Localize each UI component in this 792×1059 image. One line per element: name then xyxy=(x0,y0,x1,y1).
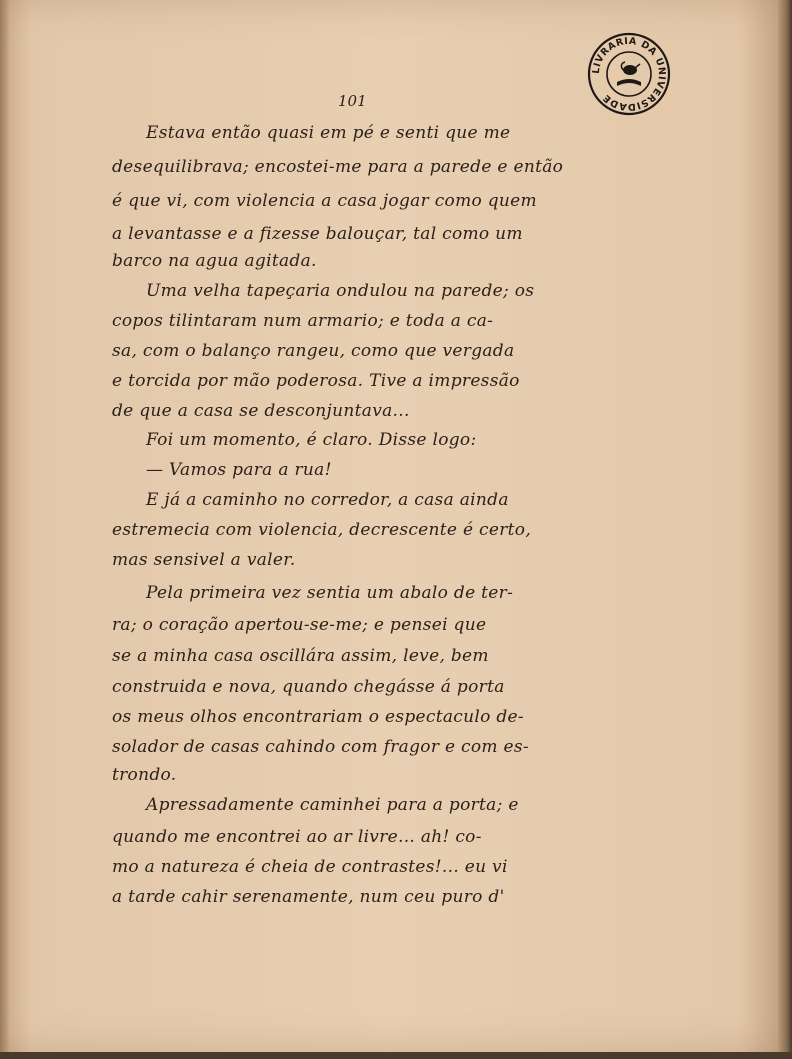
text-line: a levantasse e a fizesse balouçar, tal como um xyxy=(112,224,523,244)
text-line: E já a caminho no corredor, a casa ainda xyxy=(146,490,509,510)
text-line: Uma velha tapeçaria ondulou na parede; os xyxy=(146,281,535,301)
page-number: 101 xyxy=(338,92,367,110)
text-line: mas sensivel a valer. xyxy=(112,550,296,570)
text-line: a tarde cahir serenamente, num ceu puro d' xyxy=(112,887,505,907)
text-line: os meus olhos encontrariam o espectaculo de- xyxy=(112,707,524,727)
svg-text:LIVRARIA DA UNIVERSIDADE: LIVRARIA DA UNIVERSIDADE xyxy=(590,35,668,113)
text-line: — Vamos para a rua! xyxy=(146,460,332,480)
text-line: estremecia com violencia, decrescente é certo, xyxy=(112,520,532,540)
text-line: Foi um momento, é claro. Disse logo: xyxy=(146,430,477,450)
text-line: Pela primeira vez sentia um abalo de ter- xyxy=(146,583,514,603)
text-line: se a minha casa oscillára assim, leve, bem xyxy=(112,646,489,666)
text-line: desequilibrava; encostei-me para a parede e então xyxy=(112,157,564,177)
text-line: trondo. xyxy=(112,765,177,785)
text-line: barco na agua agitada. xyxy=(112,251,317,271)
text-line: copos tilintaram num armario; e toda a ca- xyxy=(112,311,494,331)
text-line: sa, com o balanço rangeu, como que vergada xyxy=(112,341,515,361)
page-edge-bottom xyxy=(0,1052,792,1059)
text-line: Estava então quasi em pé e senti que me xyxy=(146,123,511,143)
text-line: solador de casas cahindo com fragor e com es- xyxy=(112,737,529,757)
text-line: ra; o coração apertou-se-me; e pensei que xyxy=(112,615,487,635)
text-line: construida e nova, quando chegásse á porta xyxy=(112,677,505,697)
text-line: e torcida por mão poderosa. Tive a impressão xyxy=(112,371,520,391)
text-line: quando me encontrei ao ar livre... ah! co- xyxy=(112,827,482,847)
text-line: é que vi, com violencia a casa jogar como quem xyxy=(112,191,537,211)
text-line: mo a natureza é cheia de contrastes!... eu vi xyxy=(112,857,508,877)
text-line: Apressadamente caminhei para a porta; e xyxy=(146,795,519,815)
text-line: de que a casa se desconjuntava... xyxy=(112,401,410,421)
page-edge-right xyxy=(778,0,792,1059)
